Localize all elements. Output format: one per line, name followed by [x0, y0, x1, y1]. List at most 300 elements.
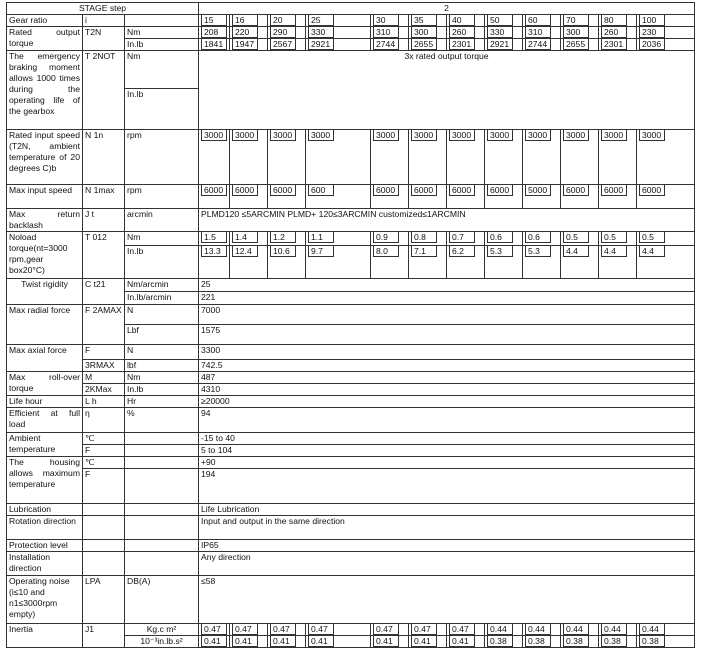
value-cell	[371, 39, 409, 51]
row-label: Life hour	[7, 396, 83, 408]
unit	[125, 433, 199, 445]
symbol: ℃	[83, 433, 125, 445]
value-box: 8.0	[373, 246, 399, 257]
symbol: C t21	[83, 279, 125, 305]
value-box: 290	[270, 27, 296, 38]
value-box: 3000	[563, 130, 589, 141]
value-box: 2301	[601, 39, 627, 50]
value-box: 0.7	[449, 232, 475, 243]
value-cell	[371, 624, 409, 636]
unit	[125, 516, 199, 540]
value-cell	[599, 636, 637, 648]
merged-value: ≥20000	[199, 396, 695, 408]
value-box: 0.44	[601, 624, 627, 635]
value-cell	[230, 27, 268, 39]
merged-value: 742.5	[199, 360, 695, 372]
unit: Nm	[125, 51, 199, 89]
symbol: L h	[83, 396, 125, 408]
value-cell	[447, 636, 485, 648]
value-box: 0.38	[525, 636, 551, 647]
value-box: 6000	[563, 185, 589, 196]
value-cell	[637, 15, 695, 27]
row-label: Max return backlash	[7, 209, 83, 232]
symbol: LPA	[83, 576, 125, 624]
symbol: 2KMax	[83, 384, 125, 396]
value-cell	[561, 246, 599, 279]
value-cell	[637, 636, 695, 648]
value-box: 260	[449, 27, 475, 38]
value-box: 3000	[201, 130, 227, 141]
unit: lbf	[125, 360, 199, 372]
value-box: 6000	[270, 185, 296, 196]
value-box: 300	[563, 27, 589, 38]
value-box: 40	[449, 15, 475, 26]
value-box: 60	[525, 15, 551, 26]
unit	[125, 552, 199, 576]
value-cell	[447, 185, 485, 209]
merged-value: Input and output in the same direction	[199, 516, 695, 540]
value-cell	[599, 27, 637, 39]
value-box: 4.4	[563, 246, 589, 257]
value-box: 7.1	[411, 246, 437, 257]
value-cell	[447, 15, 485, 27]
value-box: 50	[487, 15, 513, 26]
value-box: 0.5	[601, 232, 627, 243]
value-box: 35	[411, 15, 437, 26]
unit	[125, 445, 199, 457]
value-box: 0.8	[411, 232, 437, 243]
value-cell	[485, 130, 523, 185]
value-cell	[523, 130, 561, 185]
value-cell	[561, 39, 599, 51]
symbol: i	[83, 15, 125, 27]
value-box: 330	[308, 27, 334, 38]
value-cell	[371, 130, 409, 185]
value-cell	[230, 185, 268, 209]
unit: rpm	[125, 130, 199, 185]
value-cell	[199, 27, 230, 39]
value-cell	[637, 185, 695, 209]
value-box: 13.3	[201, 246, 227, 257]
merged-value: ≤58	[199, 576, 695, 624]
symbol: F	[83, 345, 125, 360]
value-cell	[268, 15, 306, 27]
value-box: 0.44	[487, 624, 513, 635]
value-box: 0.44	[563, 624, 589, 635]
value-box: 10.6	[270, 246, 296, 257]
merged-value: +90	[199, 457, 695, 469]
unit: arcmin	[125, 209, 199, 232]
symbol: J t	[83, 209, 125, 232]
value-box: 3000	[639, 130, 665, 141]
value-box: 310	[525, 27, 551, 38]
value-cell	[409, 185, 447, 209]
value-box: 0.47	[373, 624, 399, 635]
value-box: 0.38	[487, 636, 513, 647]
value-box: 6000	[601, 185, 627, 196]
value-cell	[268, 130, 306, 185]
row-label: Rated output torque	[7, 27, 83, 51]
value-box: 6000	[639, 185, 665, 196]
value-box: 0.41	[373, 636, 399, 647]
value-cell	[599, 232, 637, 246]
value-cell	[485, 232, 523, 246]
unit: In.lb	[125, 246, 199, 279]
merged-value: 487	[199, 372, 695, 384]
value-cell	[230, 39, 268, 51]
unit: Nm	[125, 372, 199, 384]
value-cell	[561, 232, 599, 246]
value-cell	[485, 27, 523, 39]
value-cell	[447, 39, 485, 51]
value-box: 220	[232, 27, 258, 38]
value-cell	[306, 39, 371, 51]
value-cell	[371, 636, 409, 648]
value-box: 20	[270, 15, 296, 26]
value-cell	[447, 624, 485, 636]
value-box: 0.41	[270, 636, 296, 647]
symbol: T 2NOT	[83, 51, 125, 130]
symbol	[83, 552, 125, 576]
value-cell	[268, 232, 306, 246]
value-cell	[561, 185, 599, 209]
value-cell	[306, 15, 371, 27]
value-cell	[199, 246, 230, 279]
value-cell	[199, 636, 230, 648]
value-cell	[409, 39, 447, 51]
row-label: Twist rigidity	[7, 279, 83, 305]
value-cell	[561, 15, 599, 27]
symbol: F	[83, 445, 125, 457]
value-cell	[306, 232, 371, 246]
unit: N	[125, 305, 199, 325]
value-box: 0.47	[270, 624, 296, 635]
symbol: M	[83, 372, 125, 384]
value-box: 0.9	[373, 232, 399, 243]
value-box: 2655	[563, 39, 589, 50]
value-box: 0.38	[601, 636, 627, 647]
value-cell	[523, 39, 561, 51]
value-cell	[199, 624, 230, 636]
symbol: η	[83, 408, 125, 433]
row-label: The housing allows maximum temperature	[7, 457, 83, 504]
value-box: 1.2	[270, 232, 296, 243]
row-label: Max axial force	[7, 345, 83, 372]
value-box: 1841	[201, 39, 227, 50]
value-box: 208	[201, 27, 227, 38]
value-cell	[199, 232, 230, 246]
value-box: 0.6	[487, 232, 513, 243]
row-label: The emergency braking moment allows 1000 times during the operating life of the gearbox	[7, 51, 83, 130]
value-cell	[485, 185, 523, 209]
merged-value: 7000	[199, 305, 695, 325]
value-box: 5000	[525, 185, 551, 196]
merged-value: 4310	[199, 384, 695, 396]
value-cell	[268, 624, 306, 636]
unit: Hr	[125, 396, 199, 408]
row-label: Gear ratio	[7, 15, 83, 27]
value-box: 0.6	[525, 232, 551, 243]
symbol: F	[83, 469, 125, 504]
row-label: Ambient temperature	[7, 433, 83, 457]
value-cell	[306, 27, 371, 39]
symbol: N 1max	[83, 185, 125, 209]
value-box: 6000	[232, 185, 258, 196]
value-cell	[409, 624, 447, 636]
value-box: 2921	[308, 39, 334, 50]
value-cell	[447, 232, 485, 246]
value-cell	[268, 246, 306, 279]
value-cell	[599, 185, 637, 209]
value-box: 100	[639, 15, 665, 26]
value-cell	[199, 185, 230, 209]
value-box: 0.5	[563, 232, 589, 243]
value-box: 0.41	[449, 636, 475, 647]
value-box: 3000	[308, 130, 334, 141]
merged-value: 94	[199, 408, 695, 433]
unit: Nm/arcmin	[125, 279, 199, 292]
unit: Nm	[125, 232, 199, 246]
row-label: Inertia	[7, 624, 83, 648]
value-cell	[268, 39, 306, 51]
merged-value: PLMD120 ≤5ARCMIN PLMD+ 120≤3ARCMIN customized≤1ARCMIN	[199, 209, 695, 232]
value-cell	[409, 27, 447, 39]
value-box: 0.41	[232, 636, 258, 647]
value-box: 3000	[411, 130, 437, 141]
value-box: 0.41	[411, 636, 437, 647]
value-cell	[230, 130, 268, 185]
row-label: Protection level	[7, 540, 83, 552]
merged-value: 221	[199, 292, 695, 305]
symbol: T2N	[83, 27, 125, 51]
value-cell	[599, 130, 637, 185]
unit: Nm	[125, 27, 199, 39]
value-box: 2655	[411, 39, 437, 50]
value-box: 3000	[449, 130, 475, 141]
value-box: 2301	[449, 39, 475, 50]
unit: In.lb	[125, 39, 199, 51]
value-box: 1.1	[308, 232, 334, 243]
value-box: 1.4	[232, 232, 258, 243]
value-box: 30	[373, 15, 399, 26]
merged-value: -15 to 40	[199, 433, 695, 445]
value-cell	[637, 130, 695, 185]
value-cell	[447, 27, 485, 39]
symbol: 3RMAX	[83, 360, 125, 372]
unit: 10⁻³in.lb.s²	[125, 636, 199, 648]
merged-value: 5 to 104	[199, 445, 695, 457]
value-box: 2567	[270, 39, 296, 50]
symbol: ℃	[83, 457, 125, 469]
value-cell	[523, 246, 561, 279]
value-box: 15	[201, 15, 227, 26]
unit	[125, 15, 199, 27]
value-box: 6000	[201, 185, 227, 196]
merged-value: 3x rated output torque	[199, 51, 695, 130]
value-box: 80	[601, 15, 627, 26]
merged-value: 194	[199, 469, 695, 504]
value-cell	[561, 636, 599, 648]
value-box: 310	[373, 27, 399, 38]
value-cell	[637, 27, 695, 39]
value-cell	[409, 636, 447, 648]
value-cell	[371, 246, 409, 279]
value-cell	[306, 246, 371, 279]
value-cell	[637, 39, 695, 51]
value-cell	[523, 15, 561, 27]
unit: In.lb	[125, 384, 199, 396]
unit	[125, 540, 199, 552]
unit: %	[125, 408, 199, 433]
unit	[125, 457, 199, 469]
value-cell	[306, 130, 371, 185]
row-label: Lubrication	[7, 504, 83, 516]
merged-value: Any direction	[199, 552, 695, 576]
value-cell	[230, 15, 268, 27]
row-label: Installation direction	[7, 552, 83, 576]
value-cell	[230, 246, 268, 279]
value-box: 0.5	[639, 232, 665, 243]
value-cell	[485, 39, 523, 51]
symbol: J1	[83, 624, 125, 648]
symbol: T 012	[83, 232, 125, 279]
value-cell	[447, 130, 485, 185]
value-box: 6000	[487, 185, 513, 196]
value-cell	[199, 130, 230, 185]
value-cell	[599, 246, 637, 279]
value-box: 6000	[449, 185, 475, 196]
value-cell	[371, 232, 409, 246]
value-box: 4.4	[601, 246, 627, 257]
value-box: 2744	[525, 39, 551, 50]
value-cell	[485, 246, 523, 279]
value-cell	[230, 624, 268, 636]
value-box: 0.41	[308, 636, 334, 647]
merged-value: 3300	[199, 345, 695, 360]
value-box: 0.47	[232, 624, 258, 635]
value-box: 0.47	[411, 624, 437, 635]
value-box: 260	[601, 27, 627, 38]
unit: N	[125, 345, 199, 360]
value-cell	[199, 15, 230, 27]
value-cell	[599, 624, 637, 636]
value-box: 4.4	[639, 246, 665, 257]
value-cell	[268, 185, 306, 209]
value-cell	[485, 624, 523, 636]
value-box: 0.47	[449, 624, 475, 635]
value-cell	[371, 15, 409, 27]
value-cell	[409, 246, 447, 279]
value-cell	[199, 39, 230, 51]
unit	[125, 469, 199, 504]
value-cell	[409, 15, 447, 27]
value-cell	[371, 185, 409, 209]
value-box: 0.44	[639, 624, 665, 635]
value-box: 3000	[525, 130, 551, 141]
value-box: 9.7	[308, 246, 334, 257]
value-box: 3000	[487, 130, 513, 141]
symbol	[83, 516, 125, 540]
value-box: 6000	[373, 185, 399, 196]
value-box: 1947	[232, 39, 258, 50]
value-cell	[371, 27, 409, 39]
value-box: 3000	[270, 130, 296, 141]
value-box: 6000	[411, 185, 437, 196]
symbol	[83, 504, 125, 516]
value-cell	[561, 624, 599, 636]
value-cell	[230, 232, 268, 246]
spec-table	[6, 2, 695, 648]
value-cell	[268, 27, 306, 39]
value-box: 3000	[373, 130, 399, 141]
stage-header: STAGE step	[7, 3, 199, 15]
value-box: 25	[308, 15, 334, 26]
row-label: Noload torque(nt=3000 rpm,gear box20°C)	[7, 232, 83, 279]
merged-value: Life Lubrication	[199, 504, 695, 516]
value-cell	[523, 27, 561, 39]
value-cell	[306, 624, 371, 636]
value-cell	[306, 185, 371, 209]
value-box: 230	[639, 27, 665, 38]
row-label: Operating noise (i≤10 and n1≤3000rpm empty)	[7, 576, 83, 624]
value-box: 300	[411, 27, 437, 38]
value-box: 0.41	[201, 636, 227, 647]
value-cell	[447, 246, 485, 279]
value-box: 0.38	[639, 636, 665, 647]
value-box: 3000	[601, 130, 627, 141]
symbol: N 1n	[83, 130, 125, 185]
value-box: 600	[308, 185, 334, 196]
value-cell	[599, 39, 637, 51]
symbol: F 2AMAX	[83, 305, 125, 345]
value-cell	[409, 232, 447, 246]
unit: In.lb	[125, 89, 199, 130]
value-box: 0.38	[563, 636, 589, 647]
value-cell	[523, 624, 561, 636]
value-box: 1.5	[201, 232, 227, 243]
value-cell	[485, 15, 523, 27]
value-box: 5.3	[487, 246, 513, 257]
row-label: Efficient at full load	[7, 408, 83, 433]
unit: Lbf	[125, 325, 199, 345]
merged-value: 1575	[199, 325, 695, 345]
value-cell	[523, 232, 561, 246]
row-label: Max roll-over torque	[7, 372, 83, 396]
value-box: 3000	[232, 130, 258, 141]
value-cell	[306, 636, 371, 648]
value-cell	[599, 15, 637, 27]
unit: Kg.c m²	[125, 624, 199, 636]
value-box: 16	[232, 15, 258, 26]
value-cell	[561, 130, 599, 185]
value-cell	[485, 636, 523, 648]
value-box: 2921	[487, 39, 513, 50]
value-cell	[637, 624, 695, 636]
value-box: 5.3	[525, 246, 551, 257]
value-cell	[523, 636, 561, 648]
value-cell	[409, 130, 447, 185]
merged-value: 25	[199, 279, 695, 292]
value-cell	[268, 636, 306, 648]
value-box: 2744	[373, 39, 399, 50]
value-box: 2036	[639, 39, 665, 50]
value-cell	[561, 27, 599, 39]
unit	[125, 504, 199, 516]
value-box: 330	[487, 27, 513, 38]
unit: DB(A)	[125, 576, 199, 624]
symbol	[83, 540, 125, 552]
value-box: 12.4	[232, 246, 258, 257]
